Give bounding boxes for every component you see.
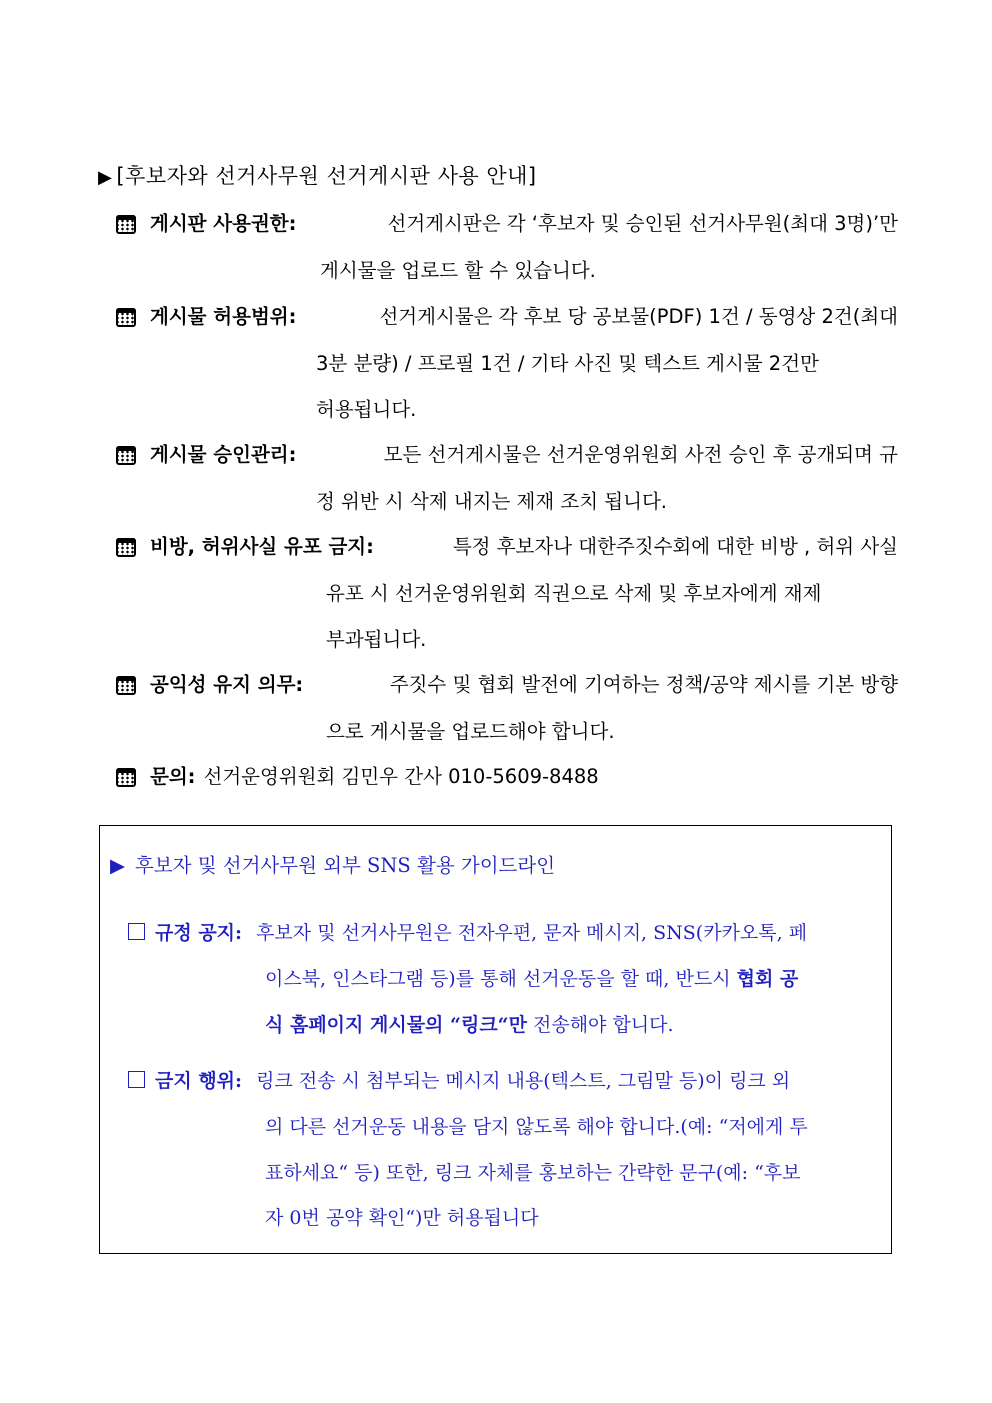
rule-text-line: 의 다른 선거운동 내용을 담지 않도록 해야 합니다.(예: “저에게 투	[265, 1116, 808, 1138]
item-text-line: 선거게시판은 각 ‘후보자 및 승인된 선거사무원(최대 3명)’만	[387, 212, 898, 235]
item-text-line: 부과됩니다.	[326, 628, 427, 651]
calendar-icon	[116, 538, 136, 557]
item-text-line: 주짓수 및 협회 발전에 기여하는 정책/공약 제시를 기본 방향	[389, 673, 898, 696]
guideline-title-text: 후보자 및 선거사무원 외부 SNS 활용 가이드라인	[135, 854, 556, 877]
item-text-line: 으로 게시물을 업로드해야 합니다.	[326, 720, 615, 743]
item-text-line: 선거게시물은 각 후보 당 공보물(PDF) 1건 / 동영상 2건(최대	[379, 305, 898, 328]
rule-text-line: 링크 전송 시 첨부되는 메시지 내용(텍스트, 그림말 등)이 링크 외	[256, 1070, 791, 1092]
rule-emphasis: 협회 공	[736, 968, 799, 990]
rule-notice	[128, 918, 807, 945]
item-text-line: 유포 시 선거운영위원회 직권으로 삭제 및 후보자에게 재제	[326, 582, 822, 605]
rule-text-line: 자 0번 공약 확인“)만 허용됩니다	[265, 1207, 539, 1229]
calendar-icon	[116, 215, 136, 234]
rule-text-line	[265, 1010, 674, 1037]
rule-text-line: 표하세요“ 등) 또한, 링크 자체를 홍보하는 간략한 문구(예: “후보	[265, 1162, 801, 1184]
item-text-line: 게시물을 업로드 할 수 있습니다.	[320, 259, 596, 282]
item-text-line: 정 위반 시 삭제 내지는 제재 조치 됩니다.	[316, 490, 667, 513]
triangle-bullet-icon: ▶	[110, 854, 125, 877]
item-label: 게시판 사용권한:	[150, 212, 297, 235]
section-title: [후보자와 선거사무원 선거게시판 사용 안내]	[116, 164, 537, 188]
triangle-bullet-icon: ▶	[98, 167, 113, 188]
rule-text: 전송해야 합니다.	[526, 1014, 674, 1036]
checkbox-square-icon	[128, 923, 145, 940]
item-label: 비방, 허위사실 유포 금지:	[150, 535, 374, 558]
rule-label: 금지 행위:	[155, 1070, 243, 1092]
rule-emphasis: 식 홈페이지 게시물의 “링크“만	[265, 1014, 527, 1036]
item-label: 게시물 허용범위:	[150, 305, 297, 328]
item-label: 공익성 유지 의무:	[150, 673, 304, 696]
item-text-line: 허용됩니다.	[316, 398, 417, 421]
rule-text-line	[265, 964, 798, 991]
calendar-icon	[116, 676, 136, 695]
calendar-icon	[116, 768, 136, 787]
rule-text-line: 후보자 및 선거사무원은 전자우편, 문자 메시지, SNS(카카오톡, 페	[256, 922, 808, 944]
item-label: 게시물 승인관리:	[150, 443, 297, 466]
rule-prohibited	[128, 1066, 790, 1093]
item-text-line: 3분 분량) / 프로필 1건 / 기타 사진 및 텍스트 게시물 2건만	[316, 352, 819, 375]
calendar-icon	[116, 446, 136, 465]
guideline-title	[110, 850, 555, 878]
item-text-line: 모든 선거게시물은 선거운영위원회 사전 승인 후 공개되며 규	[383, 443, 898, 466]
section-heading	[98, 160, 537, 190]
sns-guideline-box	[99, 825, 892, 1254]
item-label: 문의:	[150, 765, 196, 788]
rule-text: 이스북, 인스타그램 등)를 통해 선거운동을 할 때, 반드시	[265, 968, 737, 990]
item-text-line: 선거운영위원회 김민우 간사 010-5609-8488	[203, 765, 599, 788]
checkbox-square-icon	[128, 1071, 145, 1088]
item-text-line: 특정 후보자나 대한주짓수회에 대한 비방 , 허위 사실	[452, 535, 898, 558]
calendar-icon	[116, 308, 136, 327]
rule-label: 규정 공지:	[155, 922, 243, 944]
